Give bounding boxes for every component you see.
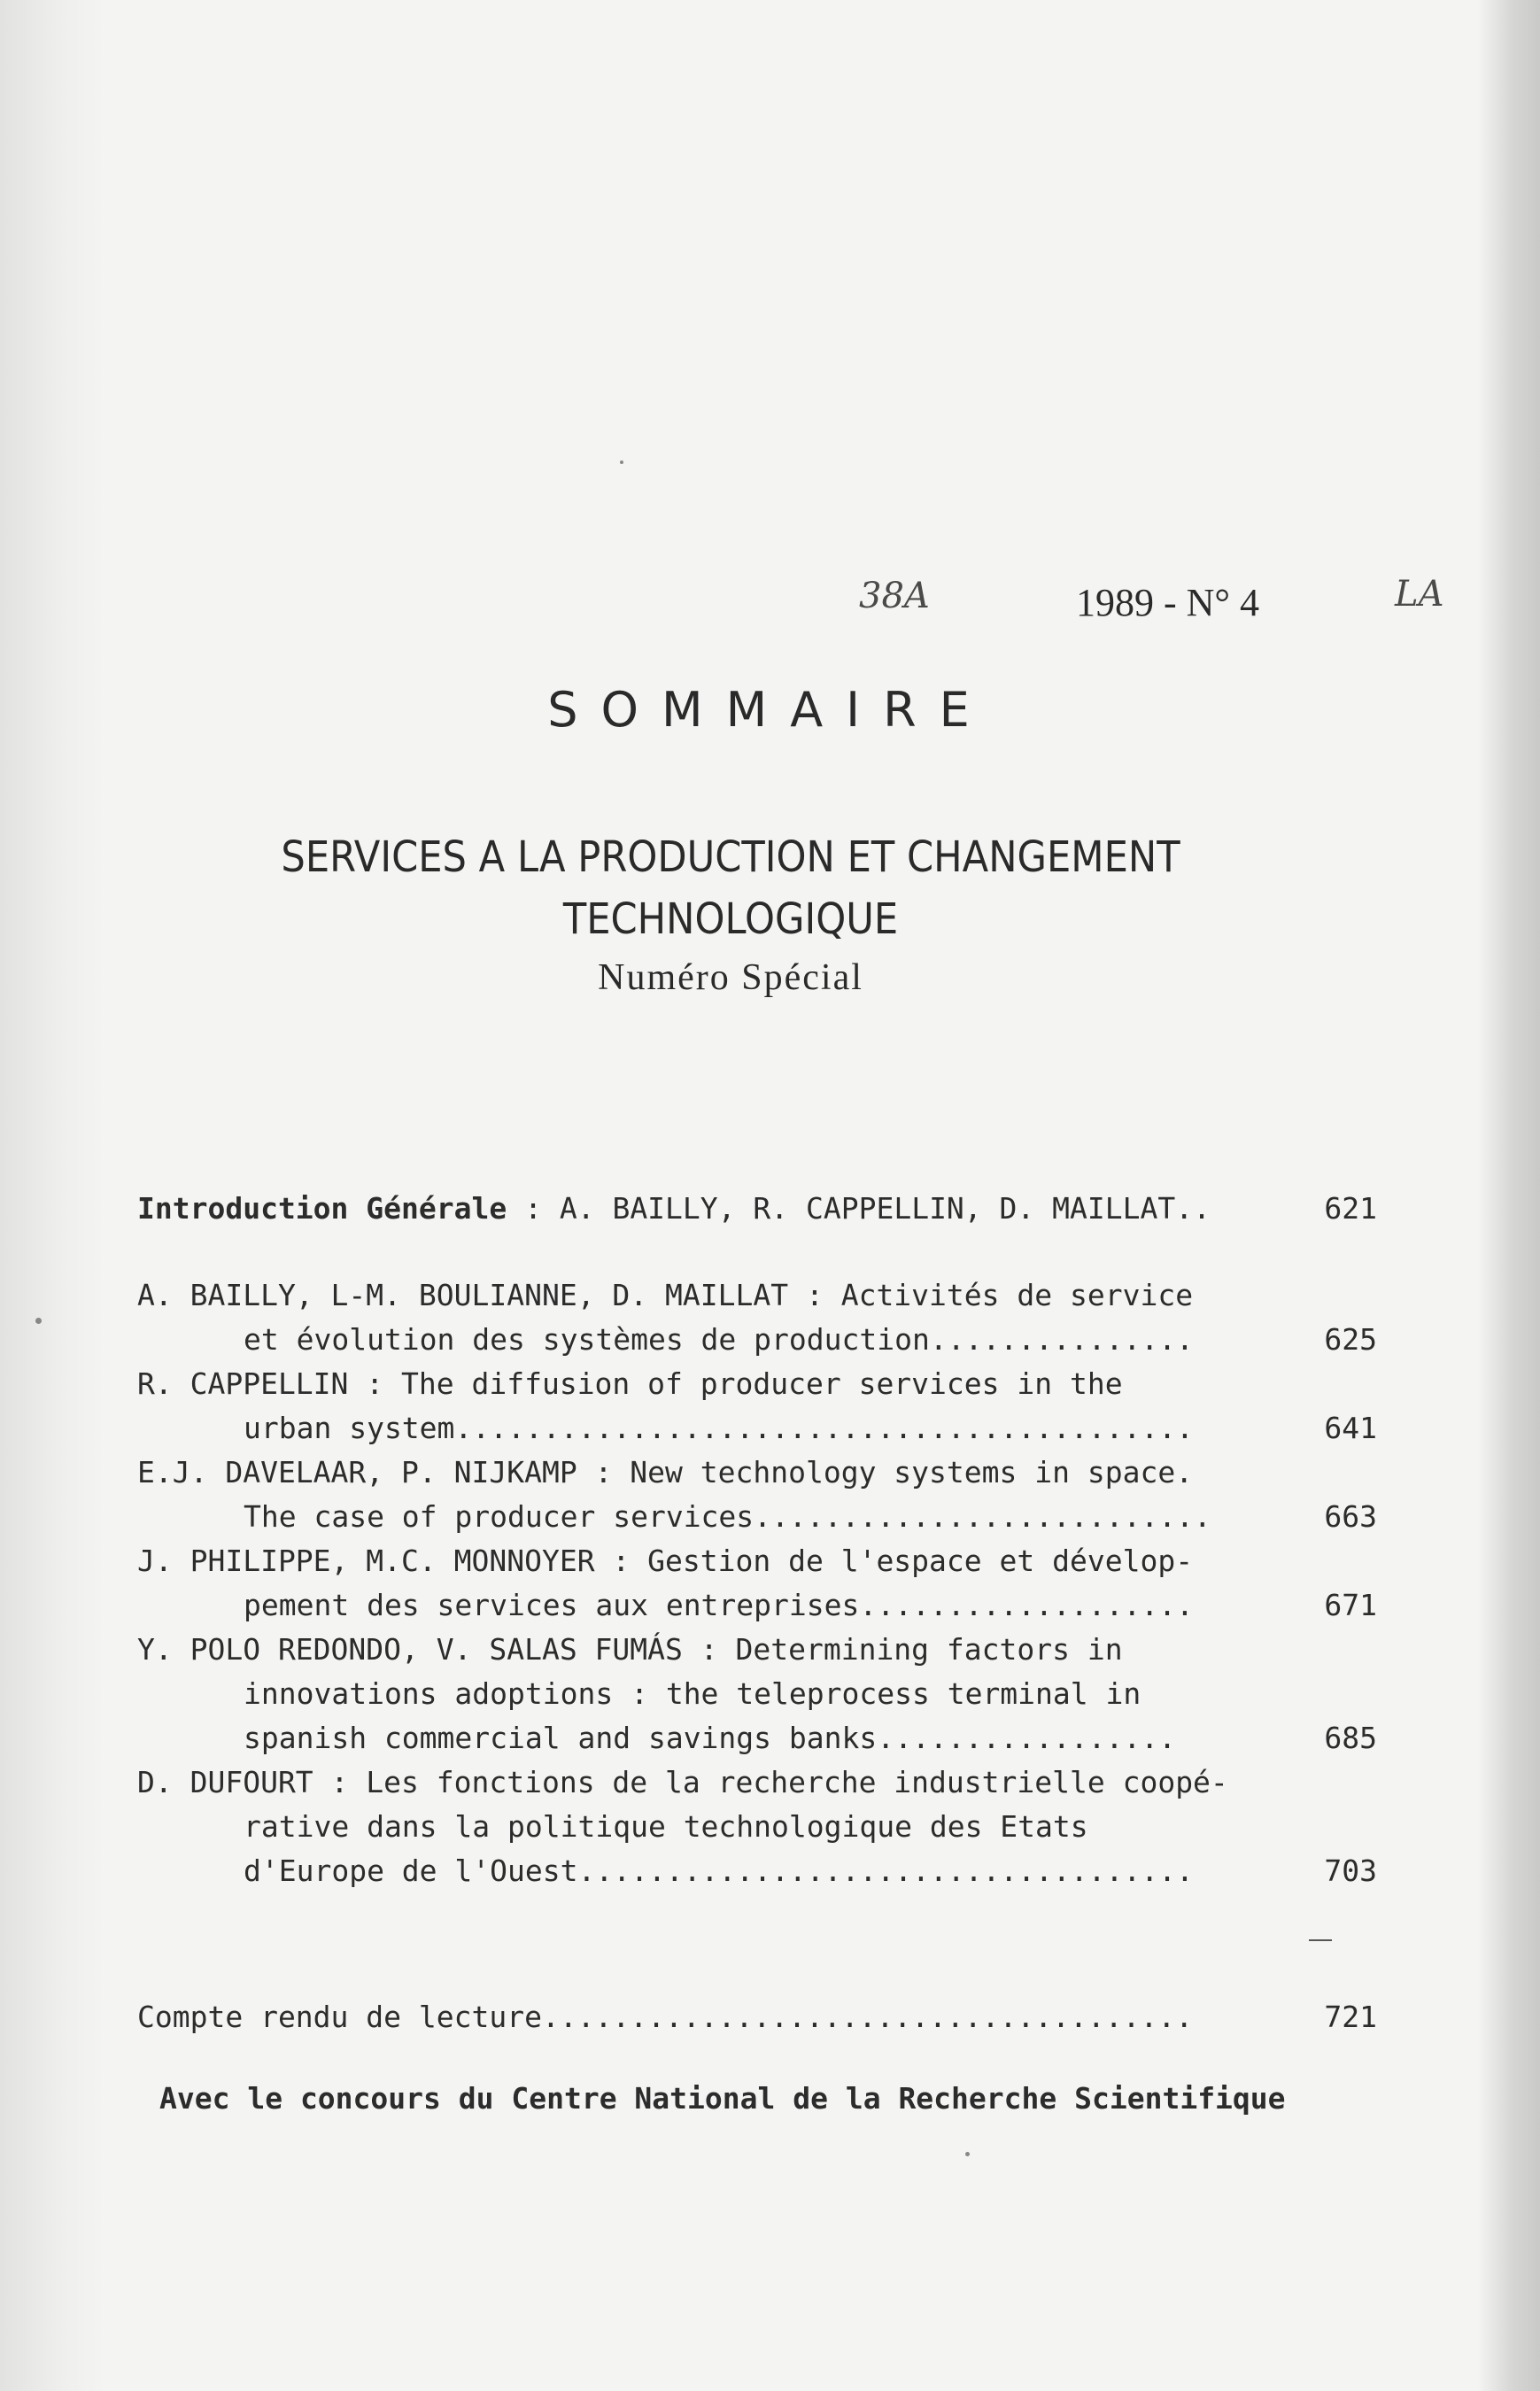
toc-compte-rendu-label: Compte rendu de lecture.....................................: [137, 2000, 1194, 2034]
toc-entry-title-continued: The case of producer services..........................: [244, 1499, 1211, 1534]
toc-page-number: 641: [1324, 1411, 1377, 1445]
scan-speck: [965, 2152, 970, 2156]
toc-page-number: 685: [1324, 1721, 1377, 1755]
handwritten-annotation-left: 38A: [859, 576, 930, 616]
toc-compte-rendu-entry: [137, 1995, 1377, 2039]
toc-entry-title-continued: innovations adoptions : the teleprocess terminal in: [244, 1676, 1141, 1711]
toc-entries: [137, 1273, 1377, 1893]
toc-entry-authors-title: R. CAPPELLIN : The diffusion of producer services in the: [137, 1366, 1123, 1401]
toc-page-number: 663: [1324, 1499, 1377, 1534]
toc-intro-line: [137, 1187, 1377, 1231]
issue-title: [74, 815, 1389, 962]
toc-entry-authors-title: J. PHILIPPE, M.C. MONNOYER : Gestion de l'espace et dévelop-: [137, 1544, 1194, 1578]
scan-speck: [620, 460, 623, 464]
toc-page-number: 621: [1324, 1191, 1377, 1226]
toc-entry-authors-title: A. BAILLY, L-M. BOULIANNE, D. MAILLAT : Activités de service: [137, 1278, 1194, 1312]
issue-subtitle: Numéro Spécial: [598, 957, 863, 998]
issue-title-line-2: TECHNOLOGIQUE: [562, 894, 899, 944]
separator-dash: [1309, 1939, 1332, 1941]
toc-entry: [137, 1362, 1377, 1451]
table-of-contents: [137, 1187, 1377, 1893]
toc-entry: [137, 1539, 1377, 1628]
toc-page-number: 625: [1324, 1322, 1377, 1357]
funding-note: Avec le concours du Centre National de la Recherche Scientifique: [159, 2081, 1286, 2116]
toc-entry: [137, 1760, 1377, 1893]
scan-speck: [35, 1318, 42, 1324]
toc-intro-label: Introduction Générale: [137, 1191, 507, 1226]
toc-entry-title-continued: d'Europe de l'Ouest...................................: [244, 1853, 1194, 1888]
toc-intro-entry: [137, 1187, 1377, 1231]
issue-title-line-1: SERVICES A LA PRODUCTION ET CHANGEMENT: [281, 832, 1180, 882]
toc-entry: [137, 1628, 1377, 1760]
toc-entry-title-continued: rative dans la politique technologique des Etats: [244, 1809, 1088, 1844]
toc-entry-authors-title: Y. POLO REDONDO, V. SALAS FUMÁS : Determining factors in: [137, 1632, 1123, 1667]
toc-entry-authors-title: D. DUFOURT : Les fonctions de la recherche industrielle coopé-: [137, 1765, 1228, 1799]
toc-entry-title-continued: et évolution des systèmes de production...............: [244, 1322, 1194, 1357]
toc-entry-title-continued: spanish commercial and savings banks.................: [244, 1721, 1176, 1755]
issue-number: 1989 - N° 4: [1076, 581, 1260, 624]
toc-page-number: 703: [1324, 1853, 1377, 1888]
toc-page-number: 721: [1324, 2000, 1377, 2034]
toc-entry: [137, 1451, 1377, 1539]
toc-entry-title-continued: urban system..........................................: [244, 1411, 1194, 1445]
toc-intro-authors: : A. BAILLY, R. CAPPELLIN, D. MAILLAT..: [524, 1191, 1211, 1226]
toc-page-number: 671: [1324, 1588, 1377, 1622]
toc-entry-authors-title: E.J. DAVELAAR, P. NIJKAMP : New technology systems in space.: [137, 1455, 1194, 1490]
handwritten-annotation-right: LA: [1395, 574, 1444, 615]
page-heading: SOMMAIRE: [547, 682, 993, 738]
toc-entry: [137, 1273, 1377, 1362]
toc-entry-title-continued: pement des services aux entreprises...................: [244, 1588, 1194, 1622]
